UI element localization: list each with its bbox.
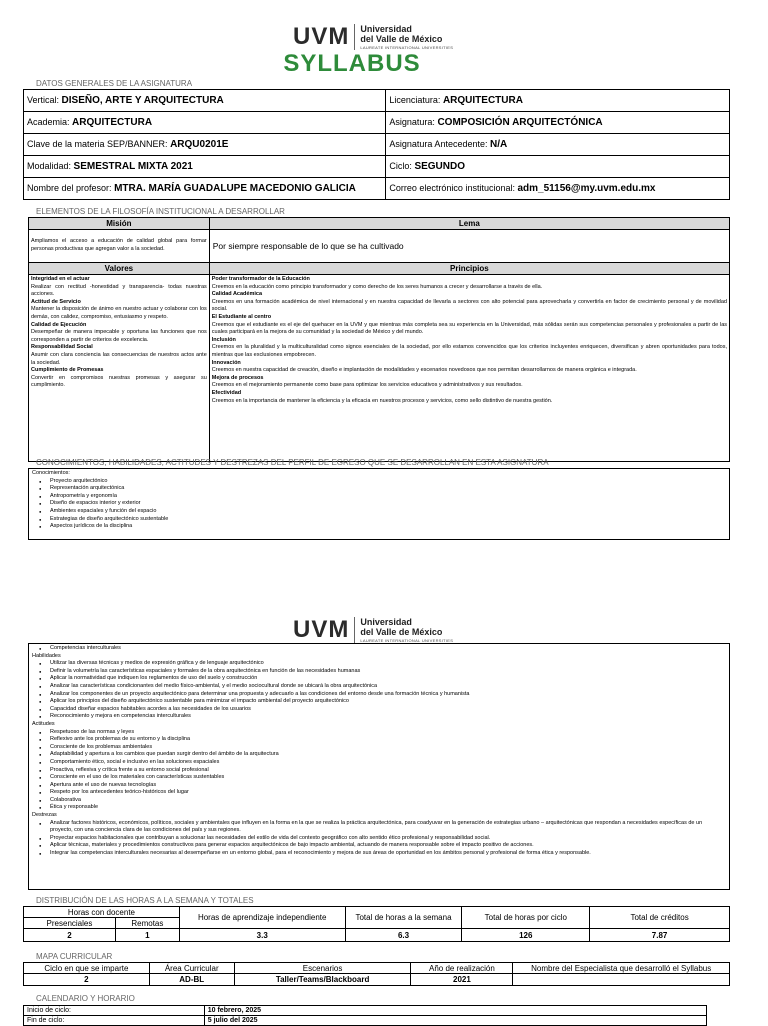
mision-header: Misión (29, 218, 210, 230)
destrezas-list (32, 820, 726, 858)
list-item: ● Respeto por los antecedentes teórico-históricos del lugar (50, 789, 726, 797)
conocimientos-label: Conocimientos: (32, 470, 70, 476)
field-value: adm_51156@my.uvm.edu.mx (517, 183, 656, 194)
list-item: ● Reflexivo ante los problemas de su entorno y la disciplina (50, 736, 726, 744)
profile-heading: CONOCIMIENTOS, HABILIDADES, ACTITUDES Y DESTREZAS DEL PERFIL DE EGRESO QUE SE DESARROLLAN EN ESTA ASIGNATURA (36, 458, 549, 467)
general-cell-right (386, 178, 730, 200)
general-cell-right (386, 156, 730, 178)
item-text: Creemos en la educación como principio transformador y como derecho de los seres humanos a crecer y desarrollarse a través de ella. (211, 283, 543, 290)
lema-header: Lema (209, 218, 729, 230)
item-title: Poder transformador de la Educación (211, 276, 310, 282)
field-value: N/A (490, 139, 508, 150)
v-escenarios: Taller/Teams/Blackboard (234, 974, 411, 986)
logo-laureate: LAUREATE INTERNATIONAL UNIVERSITIES (360, 45, 454, 50)
list-item: ● Adaptabilidad y apertura a los cambios que puedan surgir dentro del ámbito de la arquitectura (50, 751, 726, 759)
h-docente: Horas con docente (24, 907, 180, 918)
general-cell-right (386, 112, 730, 134)
profile-box-continued (28, 643, 730, 890)
v-ciclo: 2 (24, 974, 150, 986)
logo-laureate: LAUREATE INTERNATIONAL UNIVERSITIES (360, 638, 454, 643)
item-title: Integridad en el actuar (31, 276, 90, 282)
habilidades-label: Habilidades (32, 652, 61, 659)
item-title: El Estudiante al centro (211, 313, 272, 320)
profile-box (28, 468, 730, 540)
field-label: Correo electrónico institucional: (389, 183, 515, 193)
v-creditos: 7.87 (590, 929, 730, 942)
field-value: ARQU0201E (170, 139, 229, 150)
calendario-table (23, 1005, 707, 1026)
logo-divider (354, 24, 355, 50)
h-ciclo: Ciclo en que se imparte (24, 963, 150, 974)
list-item: ● Diseño de espacios interior y exterior (50, 500, 726, 508)
item-text: Creemos en el mejoramiento permanente como base para optimizar los servicios educativos y administrativos y sus resultados. (211, 382, 523, 389)
v-total-ciclo: 126 (462, 929, 590, 942)
list-item: ● Aplicar técnicas, materiales y procedimientos constructivos para generar espacios arquitectónicos de bajo impacto ambiental, actuando de manera responsable sobre el impacto positivo de acciones. (50, 842, 726, 850)
list-item: ● Analizar factores históricos, económicos, políticos, sociales y ambientales que influyen en la forma en la que se realiza la práctica arquitectónica, para coadyuvar en la generación de estrategias urbano – arquitectónicas que respondan a necesidades específicas de un proyecto, con una conciencia clara de las condiciones del país y sus regiones. (50, 820, 726, 835)
h-presenciales: Presenciales (24, 918, 116, 929)
cal-label: Fin de ciclo: (24, 1016, 205, 1026)
general-cell-left (24, 134, 386, 156)
page-title: SYLLABUS (283, 50, 421, 77)
h-especialista: Nombre del Especialista que desarrolló el Syllabus (513, 963, 730, 974)
item-text: Asumir con clara conciencia las consecuencias de nuestros actos ante la sociedad. (31, 351, 207, 366)
list-item: ● Ética y responsable (50, 804, 726, 812)
field-value: DISEÑO, ARTE Y ARQUITECTURA (61, 95, 224, 106)
v-remotas: 1 (115, 929, 179, 942)
item-text: Desempeñar de manera impecable y oportuna las funciones que nos corresponden a partir de criterios de excelencia. (31, 329, 207, 343)
item-text: Creemos en nuestra capacidad de creación, diseño e implantación de modalidades y escenarios novedosos que nos permitan desarrollarnos de manera orgánica e integrada. (211, 367, 637, 374)
destrezas-label: Destrezas (32, 812, 57, 819)
item-text: Realizar con rectitud -honestidad y transparencia- todas nuestras acciones. (31, 283, 207, 298)
logo-university-line1: Universidad (360, 24, 412, 34)
v-presenciales: 2 (24, 929, 116, 942)
cal-value: 10 febrero, 2025 (204, 1006, 706, 1016)
general-table (23, 89, 730, 200)
logo-university-line2: del Valle de México (360, 34, 443, 44)
hours-table (23, 906, 730, 942)
field-label: Clave de la materia SEP/BANNER: (27, 139, 168, 149)
list-item: ● Analizar los componentes de un proyecto arquitectónico para determinar una propuesta y adecuarlo a las condiciones del entorno desde una formación técnica y humanista (50, 691, 726, 699)
syllabus-page-2 (0, 600, 768, 1024)
item-title: Responsabilidad Social (31, 344, 93, 351)
list-item: ● Proyecto arquitectónico (50, 478, 726, 486)
philosophy-table (28, 217, 730, 462)
logo-university (360, 24, 453, 50)
general-cell-right (386, 90, 730, 112)
uvm-logo (293, 23, 453, 51)
list-item: ● Aspectos jurídicos de la disciplina (50, 523, 726, 531)
v-independiente: 3.3 (179, 929, 345, 942)
h-total-semana: Total de horas a la semana (345, 907, 462, 929)
philosophy-heading: ELEMENTOS DE LA FILOSOFÍA INSTITUCIONAL A DESARROLLAR (36, 207, 285, 216)
h-total-ciclo: Total de horas por ciclo (462, 907, 590, 929)
h-escenarios: Escenarios (234, 963, 411, 974)
field-value: ARQUITECTURA (72, 117, 153, 128)
mapa-table (23, 962, 730, 986)
table-row (24, 156, 730, 178)
hours-heading: DISTRIBUCIÓN DE LAS HORAS A LA SEMANA Y TOTALES (36, 896, 254, 905)
conocimientos-list (32, 478, 726, 531)
h-anio: Año de realización (411, 963, 513, 974)
field-label: Licenciatura: (389, 95, 441, 105)
general-heading: DATOS GENERALES DE LA ASIGNATURA (36, 79, 193, 88)
list-item: ● Proyectar espacios habitacionales que contribuyan a solucionar las necesidades del estilo de vida del contexto geográfico con alto sentido ético profesional y responsabilidad social. (50, 835, 726, 843)
list-item: ● Apertura ante el uso de nuevas tecnologías (50, 782, 726, 790)
habilidades-list (32, 660, 726, 721)
item-title: Cumplimiento de Promesas (31, 367, 104, 374)
item-text: Creemos en una formación académica de nivel internacional y en nuestra capacidad de llevarla a sectores con alto potencial para aprovecharla y convertirla en factor de crecimiento personal y de movilidad social. (211, 298, 727, 313)
calendario-heading: CALENDARIO Y HORARIO (36, 994, 135, 1003)
logo-university-line1: Universidad (360, 617, 412, 627)
h-independiente: Horas de aprendizaje independiente (179, 907, 345, 929)
general-cell-left (24, 156, 386, 178)
field-label: Asignatura Antecedente: (389, 139, 488, 149)
general-cell-left (24, 112, 386, 134)
valores-header: Valores (29, 263, 210, 275)
list-item: ● Comportamiento ético, social e inclusivo en las soluciones espaciales (50, 759, 726, 767)
list-item: ● Ambientes espaciales y función del espacio (50, 508, 726, 516)
principios-header: Principios (209, 263, 729, 275)
table-row (24, 1016, 707, 1026)
cal-label: Inicio de ciclo: (24, 1006, 205, 1016)
v-total-semana: 6.3 (345, 929, 462, 942)
v-especialista (513, 974, 730, 986)
h-area: Área Curricular (149, 963, 234, 974)
list-item: ● Proactiva, reflexiva y crítica frente a su entorno social profesional (50, 767, 726, 775)
lema-text: Por siempre responsable de lo que se ha cultivado (209, 230, 729, 263)
list-item: ● Integrar las competencias interculturales necesarias al desempeñarse en un entorno global, para el reconocimiento y mejora de sus áreas de oportunidad en los ámbitos personal y profesional de forma ética y responsable. (50, 850, 726, 858)
logo-university-line2: del Valle de México (360, 627, 443, 637)
list-item: ● Respetuoso de las normas y leyes (50, 729, 726, 737)
list-item: ● Definir la volumetría las características espaciales y formales de la obra arquitectónica en función de las necesidades humanas (50, 668, 726, 676)
table-row (24, 1006, 707, 1016)
list-item: ● Reconocimiento y mejora en competencias interculturales (50, 713, 726, 721)
item-text: Creemos en la pluralidad y la multiculturalidad como signos esenciales de la sociedad, por ello estamos convencidos que los criterios incluyentes enriquecen, diversifican y abren oportunidades para todos, mientras que las exclusiones empobrecen. (211, 344, 727, 358)
principios-list (209, 275, 729, 462)
logo-university (360, 617, 453, 643)
field-value: COMPOSICIÓN ARQUITECTÓNICA (437, 117, 603, 128)
field-value: MTRA. MARÍA GUADALUPE MACEDONIO GALICIA (114, 183, 356, 194)
uvm-logo-2 (293, 616, 453, 644)
item-text: Mantener la disposición de ánimo en nuestro actuar y colaborar con los demás, con calidez, compromiso, entusiasmo y respeto. (31, 306, 207, 320)
v-anio: 2021 (411, 974, 513, 986)
list-item: ● Analizar las características condicionantes del medio físico-ambiental, y el medio sociocultural donde se ubicará la obra arquitectónica (50, 683, 726, 691)
general-cell-left (24, 90, 386, 112)
list-item: ● Estrategias de diseño arquitectónico sustentable (50, 516, 726, 524)
general-cell-left (24, 178, 386, 200)
table-row (24, 178, 730, 200)
list-item: ● Utilizar las diversas técnicas y medios de expresión gráfica y de lenguaje arquitectónico (50, 660, 726, 668)
item-text: Convertir en compromisos nuestras promesas y asegurar su cumplimiento. (31, 374, 207, 389)
v-area: AD-BL (149, 974, 234, 986)
field-label: Nombre del profesor: (27, 183, 112, 193)
list-item: ● Consciente de los problemas ambientales (50, 744, 726, 752)
list-item: ● Representación arquitectónica (50, 485, 726, 493)
general-cell-right (386, 134, 730, 156)
field-value: ARQUITECTURA (442, 95, 523, 106)
item-title: Mejora de procesos (211, 374, 264, 381)
list-item: ● Consciente en el uso de los materiales con características sustentables (50, 774, 726, 782)
valores-list (29, 275, 210, 462)
item-title: Innovación (211, 359, 241, 366)
item-title: Inclusión (211, 336, 236, 343)
field-label: Modalidad: (27, 161, 72, 171)
field-value: SEGUNDO (414, 161, 465, 172)
field-value: SEMESTRAL MIXTA 2021 (73, 161, 193, 172)
item-title: Efectividad (211, 389, 242, 396)
list-item: ● Capacidad diseñar espacios habitables acordes a las necesidades de los usuarios (50, 706, 726, 714)
list-item: ● Antropometría y ergonomía (50, 493, 726, 501)
field-label: Ciclo: (389, 161, 412, 171)
h-creditos: Total de créditos (590, 907, 730, 929)
item-title: Calidad de Ejecución (31, 321, 87, 328)
mapa-heading: MAPA CURRICULAR (36, 952, 113, 961)
logo-divider (354, 617, 355, 643)
actitudes-list (32, 729, 726, 813)
table-row (24, 90, 730, 112)
item-text: Creemos en la importancia de mantener la eficiencia y la eficacia en nuestros procesos y servicios, como sello distintivo de nuestra gestión. (211, 397, 553, 404)
field-label: Academia: (27, 117, 70, 127)
cal-value: 5 julio del 2025 (204, 1016, 706, 1026)
list-item: ● Colaborativa (50, 797, 726, 805)
list-item: ● Competencias interculturales (50, 645, 726, 653)
table-row (24, 112, 730, 134)
item-title: Actitud de Servicio (31, 298, 81, 305)
list-item: ● Aplicar los principios del diseño arquitectónico sustentable para minimizar el impacto ambiental del proyecto arquitectónico (50, 698, 726, 706)
item-text: Creemos que el estudiante es el eje del quehacer en la UVM y que mientras más completa sea su experiencia en la Universidad, más sólidas serán sus competencias personales y profesionales a partir de las cuales participará en la mejora de su comunidad y la sociedad de México y del mundo. (211, 321, 727, 336)
item-title: Calidad Académica (211, 291, 262, 298)
list-item: ● Aplicar la normatividad que indiquen los reglamentos de uso del suelo y construcción (50, 675, 726, 683)
table-row (24, 134, 730, 156)
field-label: Asignatura: (389, 117, 435, 127)
mision-text: Ampliamos el acceso a educación de calidad global para formar personas productivas que agregan valor a la sociedad. (29, 230, 210, 263)
field-label: Vertical: (27, 95, 60, 105)
actitudes-label: Actitudes (32, 720, 55, 727)
h-remotas: Remotas (115, 918, 179, 929)
logo-brand: UVM (293, 616, 350, 643)
logo-brand: UVM (293, 23, 350, 50)
